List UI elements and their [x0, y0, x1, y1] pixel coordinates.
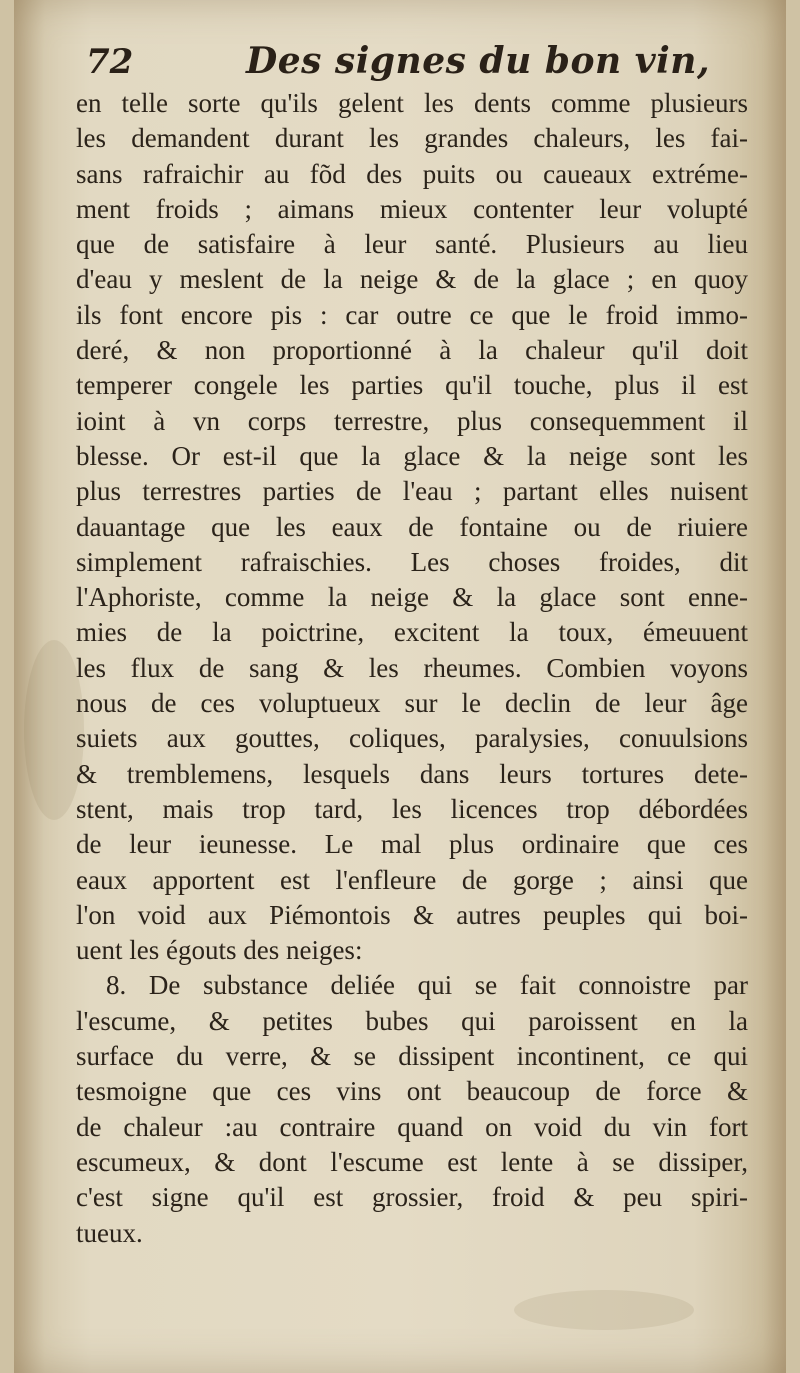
- text-line: suiets aux gouttes, coliques, paralysies, conuulsions: [76, 723, 748, 754]
- text-line: eaux apportent est l'enfleure de gorge ; ainsi que: [76, 864, 748, 895]
- text-line: de leur ieunesse. Le mal plus ordinaire que ces: [76, 829, 748, 860]
- text-line: escumeux, & dont l'escume est lente à se dissiper,: [76, 1146, 748, 1177]
- text-line: c'est signe qu'il est grossier, froid & peu spiri-: [76, 1182, 748, 1213]
- text-line: temperer congele les parties qu'il touche, plus il est: [76, 370, 748, 401]
- text-line: & tremblemens, lesquels dans leurs tortures dete-: [76, 758, 748, 789]
- text-line: plus terrestres parties de l'eau ; partant elles nuisent: [76, 476, 748, 507]
- text-line: d'eau y meslent de la neige & de la glace ; en quoy: [76, 264, 748, 295]
- text-line: les demandent durant les grandes chaleurs, les fai-: [76, 123, 748, 154]
- running-title: Des signes du bon vin,: [246, 40, 710, 82]
- text-line: mies de la poictrine, excitent la toux, émeuuent: [76, 617, 748, 648]
- body-text: [76, 86, 748, 1251]
- text-line: simplement rafraischies. Les choses froides, dit: [76, 546, 748, 577]
- text-line: l'escume, & petites bubes qui paroissent en la: [76, 1005, 748, 1036]
- text-line: dauantage que les eaux de fontaine ou de riuiere: [76, 511, 748, 542]
- text-line: surface du verre, & se dissipent incontinent, ce qui: [76, 1041, 748, 1072]
- text-line: l'Aphoriste, comme la neige & la glace sont enne-: [76, 582, 748, 613]
- text-line: blesse. Or est-il que la glace & la neige sont les: [76, 440, 748, 471]
- text-line: uent les égouts des neiges:: [76, 935, 363, 966]
- text-line: tueux.: [76, 1217, 143, 1248]
- text-line: que de satisfaire à leur santé. Plusieurs au lieu: [76, 229, 748, 260]
- text-line: les flux de sang & les rheumes. Combien voyons: [76, 652, 748, 683]
- text-line: deré, & non proportionné à la chaleur qu'il doit: [76, 335, 748, 366]
- text-line: ioint à vn corps terrestre, plus consequemment il: [76, 405, 748, 436]
- page-stain: [24, 640, 84, 820]
- text-line: ment froids ; aimans mieux contenter leur volupté: [76, 193, 748, 224]
- text-line: ils font encore pis : car outre ce que le froid immo-: [76, 299, 748, 330]
- text-line: 8. De substance deliée qui se fait connoistre par: [106, 970, 748, 1001]
- page-number: 72: [86, 42, 134, 82]
- text-line: tesmoigne que ces vins ont beaucoup de force &: [76, 1076, 748, 1107]
- text-line: sans rafraichir au fõd des puits ou caueaux extréme-: [76, 158, 748, 189]
- text-line: stent, mais trop tard, les licences trop débordées: [76, 793, 748, 824]
- text-line: de chaleur :au contraire quand on void du vin fort: [76, 1111, 748, 1142]
- text-line: en telle sorte qu'ils gelent les dents comme plusieurs: [76, 88, 748, 118]
- text-line: nous de ces voluptueux sur le declin de leur âge: [76, 688, 748, 719]
- text-line: l'on void aux Piémontois & autres peuples qui boi-: [76, 899, 748, 930]
- page-stain: [514, 1290, 694, 1330]
